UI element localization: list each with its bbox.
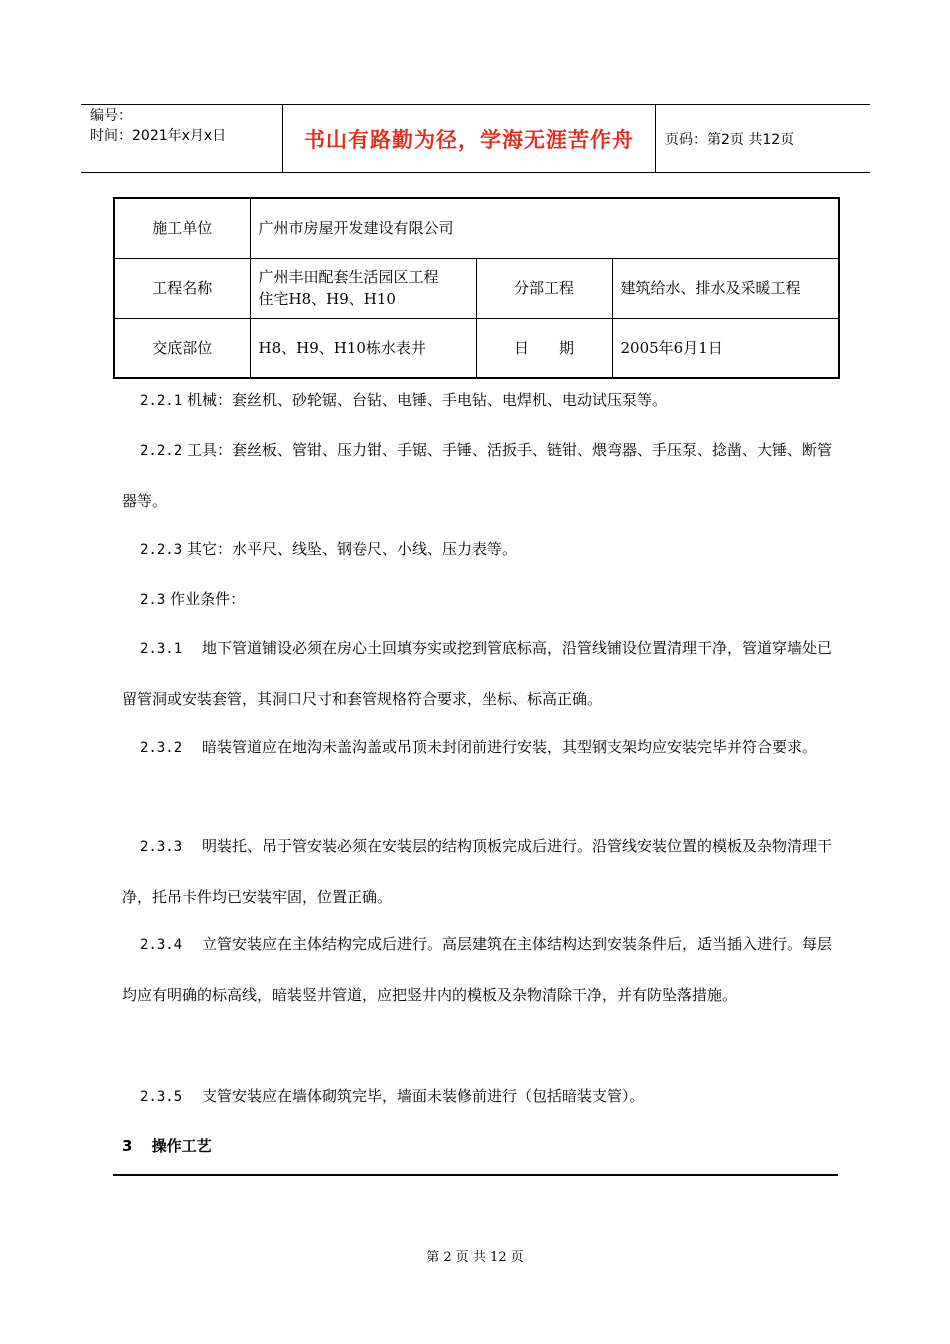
paragraph-number: 2.2.3: [140, 542, 183, 558]
project-value: [250, 258, 476, 318]
page-footer: 第 2 页 共 12 页: [426, 1250, 524, 1265]
project-value-line1: 广州丰田配套生活园区工程: [258, 268, 439, 286]
table-row: [114, 198, 839, 258]
table-row: [114, 258, 839, 318]
project-value-line2: 住宅H8、H9、H10: [258, 290, 396, 308]
paragraph-2-2-3: [122, 524, 834, 575]
paragraph-text: 暗装管道应在地沟未盖沟盖或吊顶未封闭前进行安装，其型钢支架均应安装完毕并符合要求。: [186, 738, 817, 756]
unit-value: 广州市房屋开发建设有限公司: [250, 198, 839, 258]
table-row: [114, 318, 839, 378]
paragraph-text: 支管安装应在墙体砌筑完毕，墙面未装修前进行（包括暗装支管）。: [186, 1087, 645, 1105]
date-label: 日 期: [476, 318, 612, 378]
paragraph-number: 2.3: [140, 592, 166, 608]
paragraph-number: 2.3.4: [140, 937, 183, 953]
paragraph-number: 2.2.1: [140, 393, 183, 409]
construction-info-table: [113, 197, 840, 379]
header-motto: 书山有路勤为径，学海无涯苦作舟: [304, 128, 634, 152]
unit-label: 施工单位: [114, 198, 250, 258]
paragraph-2-3: [122, 574, 834, 625]
paragraph-text: 作业条件：: [170, 590, 246, 608]
subproject-value: 建筑给水、排水及采暖工程: [612, 258, 839, 318]
date-value: 2005年6月1日: [612, 318, 839, 378]
paragraph-2-2-1: [122, 375, 834, 426]
header-page-info: 页码：第2页 共12页: [665, 132, 795, 148]
paragraph-number: 2.3.3: [140, 839, 183, 855]
header-divider-right: [655, 104, 656, 172]
section-number: 3: [122, 1137, 133, 1155]
paragraph-2-2-2: [122, 425, 834, 526]
paragraph-2-3-3: [122, 821, 834, 922]
paragraph-2-3-4: [122, 919, 834, 1020]
paragraph-number: 2.3.5: [140, 1089, 183, 1105]
section-title: 操作工艺: [151, 1137, 212, 1155]
header-bottom-rule: [81, 172, 870, 173]
section-heading: [122, 1121, 834, 1171]
paragraph-number: 2.2.2: [140, 443, 183, 459]
paragraph-2-3-1: [122, 623, 834, 724]
paragraph-text: 机械：套丝机、砂轮锯、台钻、电锤、手电钻、电焊机、电动试压泵等。: [186, 391, 667, 409]
paragraph-text: 地下管道铺设必须在房心土回填夯实或挖到管底标高，沿管线铺设位置清理干净，管道穿墙处已留管洞或安装套管，其洞口尺寸和套管规格符合要求，坐标、标高正确。: [122, 639, 832, 708]
paragraph-text: 明装托、吊于管安装必须在安装层的结构顶板完成后进行。沿管线安装位置的模板及杂物清理干净，托吊卡件均已安装牢固，位置正确。: [122, 837, 832, 906]
document-number-label: 编号：: [90, 108, 132, 124]
paragraph-2-3-2: [122, 722, 834, 773]
paragraph-number: 2.3.1: [140, 641, 183, 657]
paragraph-text: 工具：套丝板、管钳、压力钳、手锯、手锤、活扳手、链钳、煨弯器、手压泵、捻凿、大锤、断管器等。: [122, 441, 832, 510]
paragraph-number: 2.3.2: [140, 740, 183, 756]
content-bottom-rule: [113, 1174, 838, 1176]
subproject-label: 分部工程: [476, 258, 612, 318]
header-meta: [90, 106, 226, 146]
paragraph-text: 立管安装应在主体结构完成后进行。高层建筑在主体结构达到安装条件后，适当插入进行。每层均应有明确的标高线，暗装竖井管道，应把竖井内的模板及杂物清除干净，并有防坠落措施。: [122, 935, 832, 1004]
paragraph-2-3-5: [122, 1071, 834, 1122]
header-top-rule: [81, 104, 870, 105]
location-label: 交底部位: [114, 318, 250, 378]
document-time-label: 时间：2021年x月x日: [90, 128, 227, 144]
project-label: 工程名称: [114, 258, 250, 318]
location-value: H8、H9、H10栋水表井: [250, 318, 476, 378]
paragraph-text: 其它：水平尺、线坠、钢卷尺、小线、压力表等。: [186, 540, 517, 558]
